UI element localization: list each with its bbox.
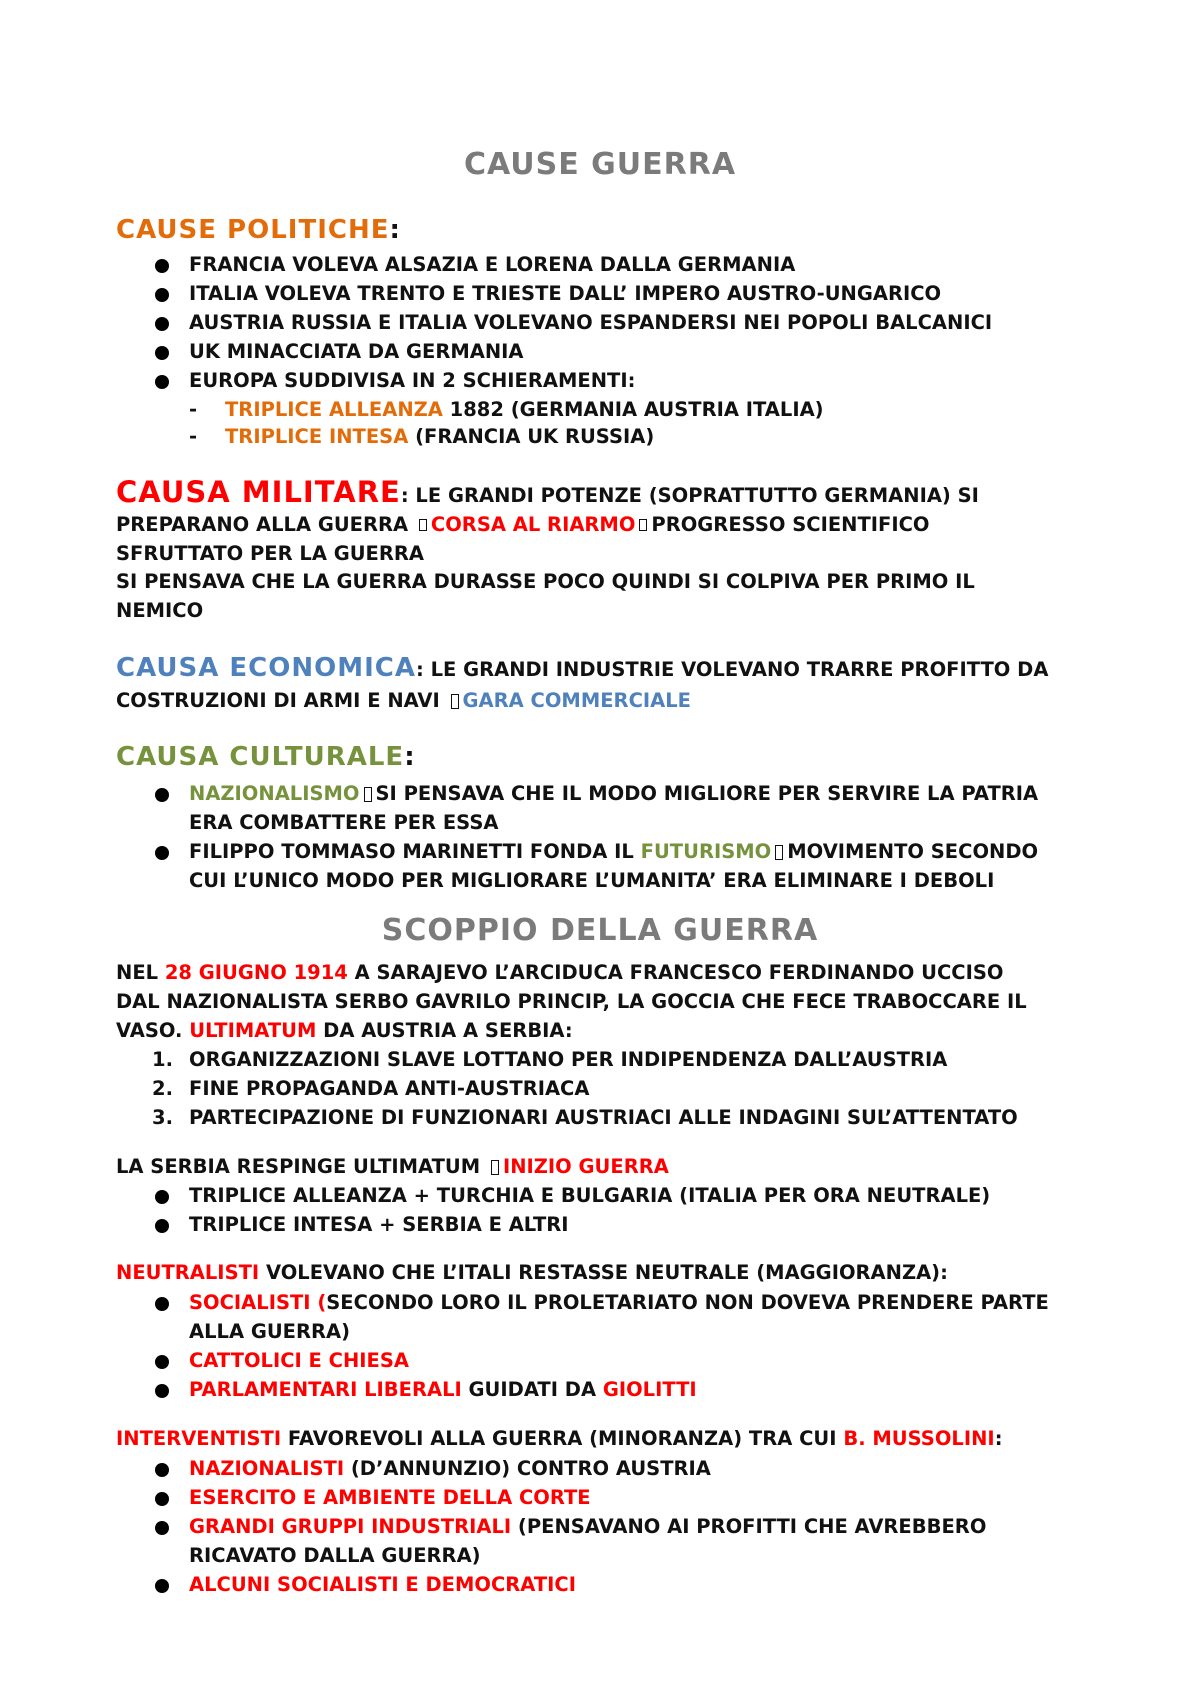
section-politiche-heading <box>116 216 401 246</box>
bullet-icon <box>155 1190 169 1204</box>
bullet-icon <box>155 288 169 302</box>
paragraph-line: VASO. ULTIMATUM DA AUSTRIA A SERBIA: <box>116 1019 573 1042</box>
heading-text: CAUSE POLITICHE <box>116 215 390 245</box>
section-culturale-heading: CAUSA CULTURALE: <box>116 742 416 772</box>
paragraph-line: COSTRUZIONI DI ARMI E NAVI GARA COMMERCIALE <box>116 689 691 712</box>
list-item: FILIPPO TOMMASO MARINETTI FONDA IL FUTURISMO MOVIMENTO SECONDO <box>189 840 1039 863</box>
paragraph-line: NEL 28 GIUGNO 1914 A SARAJEVO L’ARCIDUCA FRANCESCO FERDINANDO UCCISO <box>116 961 1004 984</box>
list-item: ITALIA VOLEVA TRENTO E TRIESTE DALL’ IMPERO AUSTRO-UNGARICO <box>189 282 942 305</box>
heading-colon: : <box>389 215 401 245</box>
list-item-continuation: RICAVATO DALLA GUERRA) <box>189 1544 481 1567</box>
list-item: UK MINACCIATA DA GERMANIA <box>189 340 524 363</box>
bullet-icon <box>155 259 169 273</box>
heading-text: CAUSA CULTURALE <box>116 742 405 772</box>
list-item-continuation: CUI L’UNICO MODO PER MIGLIORARE L’UMANITA’ ERA ELIMINARE I DEBOLI <box>189 869 995 892</box>
bullet-icon <box>155 375 169 389</box>
dash-marker: - <box>189 398 198 421</box>
arrow-icon <box>419 519 427 531</box>
list-item-continuation: ERA COMBATTERE PER ESSA <box>189 811 499 834</box>
numbered-item: FINE PROPAGANDA ANTI-AUSTRIACA <box>189 1077 590 1100</box>
arrow-icon <box>451 694 459 709</box>
bullet-icon <box>155 1463 169 1477</box>
numbered-item: ORGANIZZAZIONI SLAVE LOTTANO PER INDIPENDENZA DALL’AUSTRIA <box>189 1048 948 1071</box>
heading-text: CAUSA ECONOMICA <box>116 653 416 683</box>
arrow-icon <box>775 845 783 860</box>
arrow-icon <box>364 787 372 802</box>
bullet-icon <box>155 1219 169 1233</box>
bullet-icon <box>155 1355 169 1369</box>
page-title: CAUSE GUERRA <box>463 147 737 182</box>
paragraph-line: SI PENSAVA CHE LA GUERRA DURASSE POCO QUINDI SI COLPIVA PER PRIMO IL <box>116 570 975 593</box>
paragraph-line: LA SERBIA RESPINGE ULTIMATUM INIZIO GUERRA <box>116 1155 669 1178</box>
bullet-icon <box>155 788 169 802</box>
list-item: TRIPLICE ALLEANZA + TURCHIA E BULGARIA (ITALIA PER ORA NEUTRALE) <box>189 1184 991 1207</box>
paragraph-line: SFRUTTATO PER LA GUERRA <box>116 542 425 565</box>
list-item: GRANDI GRUPPI INDUSTRIALI (PENSAVANO AI PROFITTI CHE AVREBBERO <box>189 1515 987 1538</box>
bullet-icon <box>155 1384 169 1398</box>
paragraph-line: NEUTRALISTI VOLEVANO CHE L’ITALI RESTASSE NEUTRALE (MAGGIORANZA): <box>116 1261 948 1284</box>
list-item: NAZIONALISTI (D’ANNUNZIO) CONTRO AUSTRIA <box>189 1457 711 1480</box>
sub-list-item: TRIPLICE ALLEANZA 1882 (GERMANIA AUSTRIA ITALIA) <box>225 398 824 421</box>
bullet-icon <box>155 317 169 331</box>
list-number: 3. <box>152 1106 173 1129</box>
date-highlight: 28 GIUGNO 1914 <box>164 961 348 984</box>
sub-list-item: TRIPLICE INTESA (FRANCIA UK RUSSIA) <box>225 425 655 448</box>
paragraph-line: INTERVENTISTI FAVOREVOLI ALLA GUERRA (MINORANZA) TRA CUI B. MUSSOLINI: <box>116 1427 1003 1450</box>
section-scoppio-heading: SCOPPIO DELLA GUERRA <box>381 913 819 948</box>
bullet-icon <box>155 846 169 860</box>
list-item: SOCIALISTI (SECONDO LORO IL PROLETARIATO NON DOVEVA PRENDERE PARTE <box>189 1291 1049 1314</box>
triplice-intesa-label: TRIPLICE INTESA <box>225 425 409 448</box>
list-item-continuation: ALLA GUERRA) <box>189 1320 351 1343</box>
list-item: TRIPLICE INTESA + SERBIA E ALTRI <box>189 1213 569 1236</box>
list-number: 2. <box>152 1077 173 1100</box>
bullet-icon <box>155 1297 169 1311</box>
list-number: 1. <box>152 1048 173 1071</box>
arrow-icon <box>491 1160 499 1175</box>
heading-text: CAUSA MILITARE <box>116 475 401 509</box>
list-item: EUROPA SUDDIVISA IN 2 SCHIERAMENTI: <box>189 369 636 392</box>
section-economica: CAUSA ECONOMICA: LE GRANDI INDUSTRIE VOLEVANO TRARRE PROFITTO DA <box>116 653 1049 683</box>
triplice-alleanza-label: TRIPLICE ALLEANZA <box>225 398 443 421</box>
bullet-icon <box>155 1579 169 1593</box>
arrow-icon <box>639 519 647 531</box>
paragraph-line: NEMICO <box>116 599 204 622</box>
bullet-icon <box>155 346 169 360</box>
list-item: CATTOLICI E CHIESA <box>189 1349 410 1372</box>
dash-marker: - <box>189 425 198 448</box>
list-item: ALCUNI SOCIALISTI E DEMOCRATICI <box>189 1573 577 1596</box>
list-item: NAZIONALISMO SI PENSAVA CHE IL MODO MIGLIORE PER SERVIRE LA PATRIA <box>189 782 1039 805</box>
paragraph-line: DAL NAZIONALISTA SERBO GAVRILO PRINCIP, LA GOCCIA CHE FECE TRABOCCARE IL <box>116 990 1027 1013</box>
bullet-icon <box>155 1521 169 1535</box>
bullet-icon <box>155 1492 169 1506</box>
list-item: FRANCIA VOLEVA ALSAZIA E LORENA DALLA GERMANIA <box>189 253 796 276</box>
list-item: ESERCITO E AMBIENTE DELLA CORTE <box>189 1486 591 1509</box>
numbered-item: PARTECIPAZIONE DI FUNZIONARI AUSTRIACI ALLE INDAGINI SUL’ATTENTATO <box>189 1106 1018 1129</box>
list-item: AUSTRIA RUSSIA E ITALIA VOLEVANO ESPANDERSI NEI POPOLI BALCANICI <box>189 311 993 334</box>
paragraph-line: PREPARANO ALLA GUERRA CORSA AL RIARMO PROGRESSO SCIENTIFICO <box>116 513 930 536</box>
list-item: PARLAMENTARI LIBERALI GUIDATI DA GIOLITTI <box>189 1378 697 1401</box>
section-militare: CAUSA MILITARE: LE GRANDI POTENZE (SOPRATTUTTO GERMANIA) SI <box>116 475 979 509</box>
